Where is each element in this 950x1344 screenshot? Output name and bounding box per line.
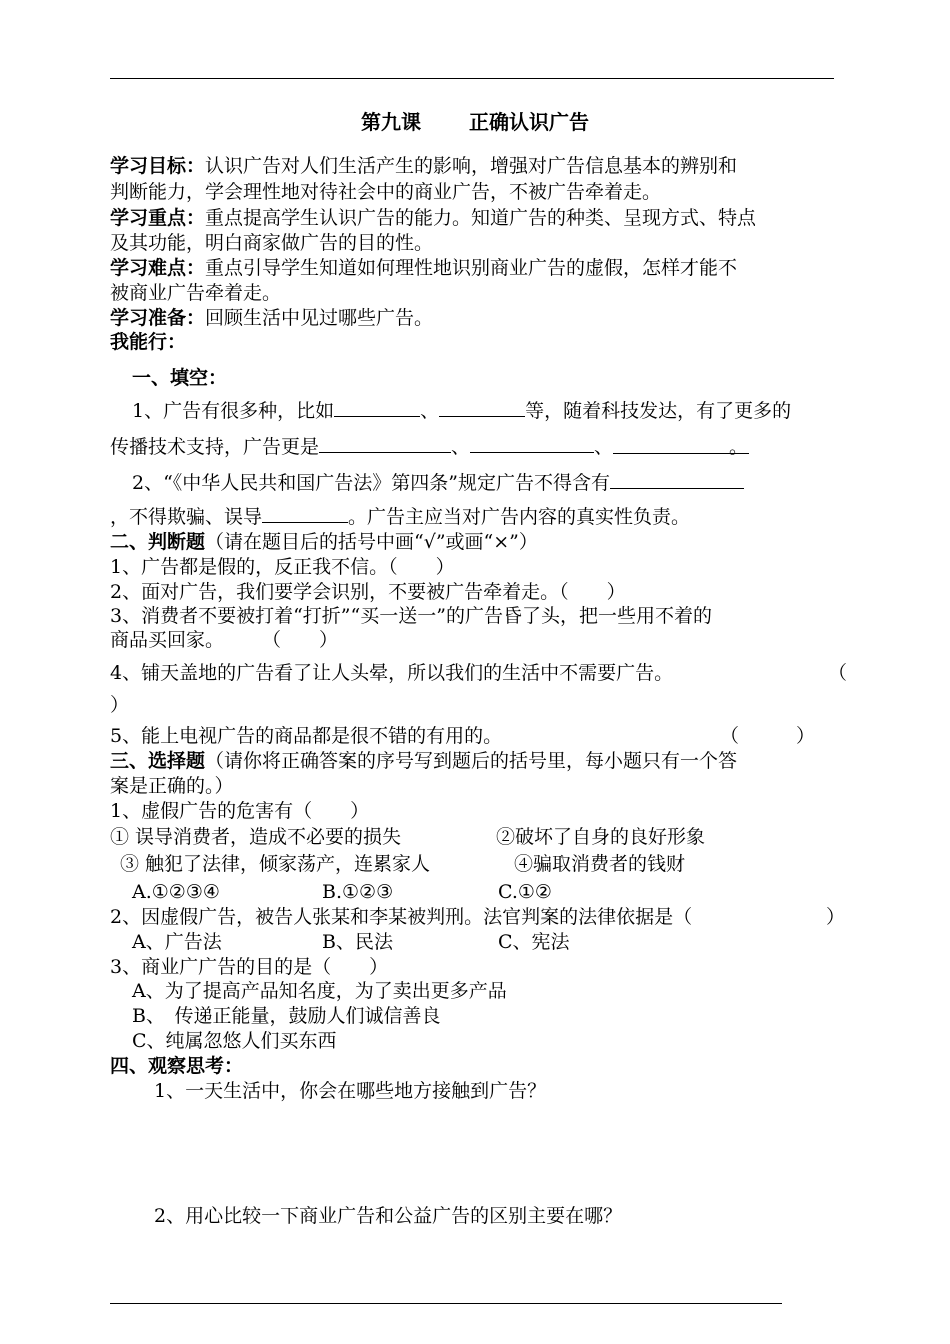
judge-q5: 5、能上电视广告的商品都是很不错的有用的。 [110,725,503,747]
judge-q3-line-1: 3、消费者不要被打着“打折”“买一送一”的广告昏了头，把一些用不着的 [110,605,712,627]
fill-blank[interactable] [470,434,594,453]
choice-q1-option-1: ① 误导消费者，造成不必要的损失 [110,826,402,848]
goals-line-1 [110,154,737,178]
lesson-topic: 正确认识广告 [469,110,589,134]
choice-q2-answer-b: B、民法 [322,931,393,953]
choice-note-2: 案是正确的。） [110,775,234,797]
judge-note: （请在题目后的括号中画“√”或画“×”） [205,531,538,553]
difficulty-text-1: 重点引导学生知道如何理性地识别商业广告的虚假，怎样才能不 [205,257,738,279]
choice-q3-answer-b: B、 传递正能量，鼓励人们诚信善良 [132,1005,441,1027]
observe-q1: 1、一天生活中，你会在哪些地方接触到广告？ [154,1080,547,1102]
fill-q1-line-2: 传播技术支持，广告更是 、 、 。 [110,436,749,458]
prep-text: 回顾生活中见过哪些广告。 [205,307,434,329]
choice-q2-answer-a: A、广告法 [132,931,222,953]
judge-q2: 2、面对广告，我们要学会识别，不要被广告牵着走。（ ） [110,581,626,603]
can-do-heading: 我能行： [110,331,187,353]
fill-blank[interactable] [439,398,525,417]
lesson-number: 第九课 [361,110,421,134]
goals-label: 学习目标： [110,155,206,177]
judge-q4-paren-open: （ [828,662,848,684]
choice-q2: 2、因虚假广告，被告人张某和李某被判刑。法官判案的法律依据是（ [110,906,693,928]
observe-heading: 四、观察思考： [110,1055,244,1077]
choice-q1-answer-b: B.①②③ [322,881,394,903]
judge-q4-paren-close: ） [110,694,130,716]
choice-q1: 1、虚假广告的危害有（ ） [110,800,370,822]
choice-q3-answer-c: C、纯属忽悠人们买东西 [132,1030,337,1052]
key-label: 学习重点： [110,207,206,229]
judge-q1: 1、广告都是假的，反正我不信。（ ） [110,556,455,578]
choice-q2-answer-c: C、宪法 [498,931,570,953]
choice-note-1: （请你将正确答案的序号写到题后的括号里，每小题只有一个答 [205,750,738,772]
top-rule [110,78,834,79]
key-text-1: 重点提高学生认识广告的能力。知道广告的种类、呈现方式、特点 [205,207,757,229]
fill-blank[interactable] [319,434,451,453]
goals-line-2: 判断能力，学会理性地对待社会中的商业广告，不被广告牵着走。 [110,181,662,203]
judge-heading: 二、判断题 [110,531,206,553]
observe-q2: 2、用心比较一下商业广告和公益广告的区别主要在哪？ [154,1205,623,1227]
choice-q1-answer-c: C.①② [498,881,552,903]
judge-q5-paren: （ ） [720,725,816,747]
choice-q1-option-2: ②破坏了自身的良好形象 [496,826,706,848]
fill-blank[interactable] [334,398,420,417]
fill-blank[interactable] [610,470,744,489]
fill-heading: 一、填空： [132,367,228,389]
prep-label: 学习准备： [110,307,206,329]
difficulty-line-2: 被商业广告牵着走。 [110,282,282,304]
choice-q3-answer-a: A、为了提高产品知名度，为了卖出更多产品 [132,980,507,1002]
fill-q2-line-1: 2、“《中华人民共和国广告法》第四条”规定广告不得含有 [132,470,744,495]
difficulty-line-1 [110,256,737,280]
judge-q3-line-2: 商品买回家。 （ ） [110,629,339,651]
page-title [0,106,950,135]
fill-q1-line-1: 1、广告有很多种，比如 、 等，随着科技发达，有了更多的 [132,400,792,422]
difficulty-label: 学习难点： [110,257,206,279]
goals-text-1: 认识广告对人们生活产生的影响，增强对广告信息基本的辨别和 [205,155,738,177]
bottom-rule [110,1303,782,1304]
choice-q2-paren-close: ） [826,906,846,928]
choice-heading: 三、选择题 [110,750,206,772]
key-line-1 [110,206,756,230]
choice-q1-answer-a: A.①②③④ [132,881,220,903]
prep-line [110,306,433,330]
fill-q2-line-2: ，不得欺骗、误导 。广告主应当对广告内容的真实性负责。 [110,506,691,528]
fill-blank[interactable]: 。 [613,435,749,454]
judge-heading-line [110,530,538,554]
judge-q4-line-1: 4、铺天盖地的广告看了让人头晕，所以我们的生活中不需要广告。 [110,662,674,684]
choice-q3: 3、商业广广告的目的是（ ） [110,956,389,978]
choice-q1-option-4: ④骗取消费者的钱财 [514,853,686,875]
key-line-2: 及其功能，明白商家做广告的目的性。 [110,232,434,254]
choice-heading-line [110,749,737,773]
fill-blank[interactable] [262,504,348,523]
choice-q1-option-3: ③ 触犯了法律，倾家荡产，连累家人 [120,853,431,875]
